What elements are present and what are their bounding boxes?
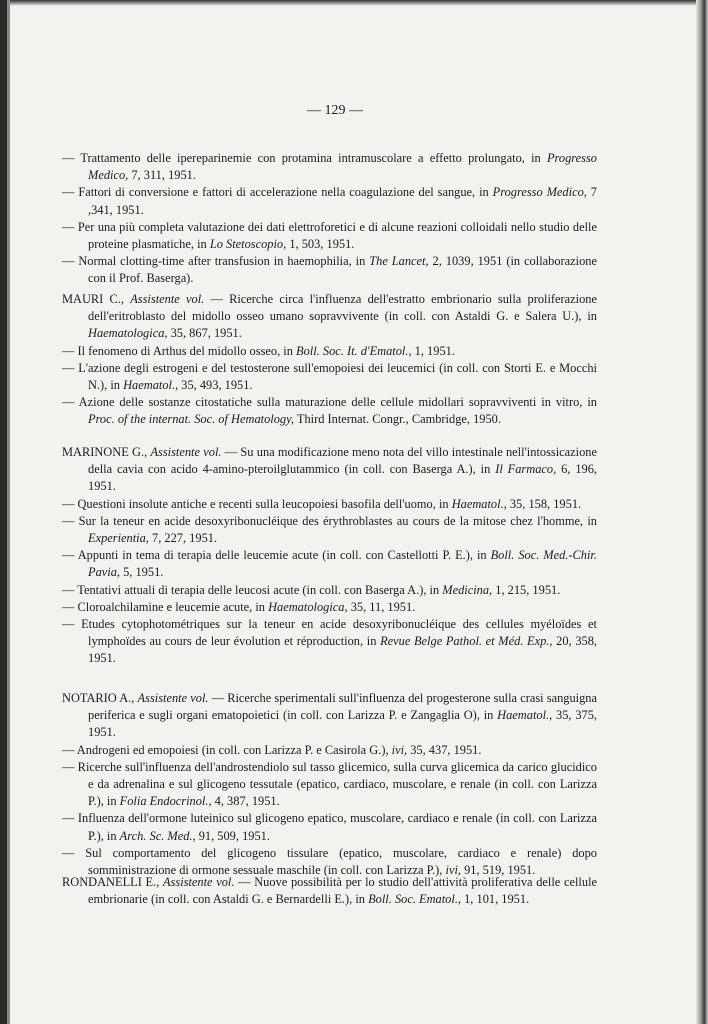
citation-source: Boll. Soc. Ematol.,: [368, 892, 462, 907]
entry-text: NOTARIO A.,: [62, 691, 138, 705]
entry-text: 7, 311, 1951.: [128, 168, 196, 183]
bibliography-entry: [62, 547, 597, 581]
citation-source: ivi,: [445, 863, 461, 878]
scan-top-edge: [0, 0, 708, 6]
entry-text: 1, 215, 1951.: [492, 582, 561, 597]
entry-text: RONDANELLI E.,: [62, 875, 163, 889]
citation-source: The Lancet,: [369, 254, 429, 269]
entry-text: — Nuove possibilità per lo studio dell'attività proliferativa delle cellule embrionarie (in coll. con Astaldi G. e Bernardelli E.), in: [88, 875, 598, 907]
bibliography-entry: [62, 690, 597, 742]
citation-source: Assistente vol.: [130, 292, 205, 306]
entry-text: — Per una più completa valutazione dei dati elettroforetici e di alcune reazioni colloidali nello studio delle proteine plasmatiche, in: [62, 219, 597, 252]
entry-text: 1, 1951.: [411, 343, 455, 358]
citation-source: Progresso Medico,: [88, 151, 597, 183]
bibliography-entry: [62, 582, 597, 599]
bibliography-group-mauri: [62, 291, 597, 429]
entry-text: 35, 375, 1951.: [88, 708, 598, 740]
citation-source: Boll. Soc. It. d'Ematol.,: [296, 343, 412, 358]
entry-text: — L'azione degli estrogeni e del testosterone sull'emopoiesi dei leucemici (in coll. con Storti E. e Mocchi N.), in: [62, 360, 597, 393]
entry-text: — Etudes cytophotométriques sur la teneur en acide desoxyribonucléique des cellules myéloïdes et lymphoïdes au cours de leur évolution et réproduction, in: [62, 617, 597, 649]
citation-source: Il Farmaco,: [495, 462, 557, 477]
citation-source: Progresso Medico,: [492, 185, 587, 200]
citation-source: Revue Belge Pathol. et Méd. Exp.,: [380, 634, 553, 649]
entry-text: — Appunti in tema di terapia delle leucemie acute (in coll. con Castellotti P. E.), in: [62, 548, 491, 563]
citation-source: Haematol.,: [451, 496, 507, 511]
bibliography-entry: [62, 810, 597, 844]
entry-text: — Ricerche circa l'influenza dell'estratto embrionario sulla proliferazione dell'eritroblasto del midollo osseo umano sopravvivente (in coll. con Astaldi G. e Salera U.), in: [88, 292, 597, 324]
entry-text: 7, 227, 1951.: [148, 531, 218, 546]
entry-text: — Azione delle sostanze citostatiche sulla maturazione delle cellule midollari sopravviventi in vitro, in: [62, 395, 597, 410]
citation-source: Haematol.,: [123, 378, 179, 393]
bibliography-entry: [62, 759, 597, 811]
citation-source: Lo Stetoscopio,: [209, 237, 287, 252]
bibliography-entry: [62, 150, 597, 184]
entry-text: — Questioni insolute antiche e recenti sulla leucopoiesi basofila dell'uomo, in: [62, 496, 452, 511]
citation-source: ivi,: [391, 742, 408, 757]
entry-text: 35, 158, 1951.: [506, 496, 582, 511]
entry-text: 4, 387, 1951.: [211, 794, 280, 809]
citation-source: Assistente vol.: [137, 691, 209, 705]
scan-right-edge: [696, 0, 708, 1024]
citation-source: Assistente vol.: [150, 445, 222, 459]
page-number: — 129 —: [307, 103, 363, 118]
entry-text: MARINONE G.,: [62, 445, 151, 459]
entry-text: 7 ,341, 1951.: [88, 185, 598, 217]
entry-text: 35, 493, 1951.: [178, 378, 253, 393]
citation-source: Assistente vol.: [162, 875, 235, 889]
entry-text: 6, 196, 1951.: [88, 462, 598, 494]
citation-source: Arch. Sc. Med.,: [119, 828, 196, 843]
bibliography-entry: [62, 496, 597, 513]
bibliography-entry: [62, 253, 597, 287]
entry-text: — Sul comportamento del glicogeno tissulare (epatico, muscolare, cardiaco e renale) dopo somministrazione di ormone sessuale maschile (in coll. con Larizza P.),: [62, 845, 597, 878]
bibliography-entry: [62, 599, 597, 616]
entry-text: 1, 503, 1951.: [286, 237, 355, 252]
entry-text: — Il fenomeno di Arthus del midollo osseo, in: [62, 343, 297, 358]
entry-text: — Su una modificazione meno nota del villo intestinale nell'intossicazione della cavia con acido 4-amino-pteroilglutammico (in coll. con Baserga A.), in: [88, 445, 597, 477]
citation-source: Folia Endocrinol.,: [119, 794, 212, 809]
entry-text: — Tentativi attuali di terapia delle leucosi acute (in coll. con Baserga A.), in: [62, 582, 443, 597]
entry-text: — Normal clotting-time after transfusion in haemophilia, in: [62, 254, 370, 269]
entry-text: — Trattamento delle ipereparinemie con protamina intramuscolare a effetto prolungato, in: [62, 151, 547, 165]
entry-text: 91, 509, 1951.: [195, 828, 270, 843]
bibliography-entry: [62, 874, 597, 908]
citation-source: Boll. Soc. Med.-Chir. Pavia,: [88, 548, 597, 580]
citation-source: Haematologica,: [268, 599, 348, 614]
entry-text: 5, 1951.: [120, 565, 164, 580]
bibliography-entry: [62, 219, 597, 253]
entry-text: — Fattori di conversione e fattori di accelerazione nella coagulazione del sangue, in: [62, 185, 493, 200]
citation-source: Experientia,: [88, 531, 149, 546]
entry-text: — Androgeni ed emopoiesi (in coll. con Larizza P. e Casirola G.),: [62, 742, 392, 757]
entry-text: 35, 437, 1951.: [407, 742, 482, 757]
bibliography-entry: [62, 394, 597, 428]
bibliography-entry: [62, 513, 597, 547]
entry-text: — Influenza dell'ormone luteinico sul glicogeno epatico, muscolare, cardiaco e renale (in coll. con Larizza P.), in: [62, 811, 597, 843]
bibliography-entry: [62, 360, 597, 394]
entry-text: 35, 11, 1951.: [347, 599, 416, 614]
bibliography-group-marinone: [62, 444, 597, 668]
citation-source: Haematol.,: [497, 708, 553, 723]
bibliography-entry: [62, 444, 597, 496]
entry-text: Third Internat. Congr., Cambridge, 1950.: [294, 412, 501, 427]
bibliography-entry: [62, 291, 597, 343]
entry-text: — Cloroalchilamine e leucemie acute, in: [62, 599, 269, 614]
bibliography-group-notario: [62, 690, 597, 879]
bibliography-entry: [62, 184, 597, 218]
scan-binding-edge: [0, 0, 7, 1024]
bibliography-entry: [62, 343, 597, 360]
entry-text: — Sur la teneur en acide desoxyribonucléique des érythroblastes au cours de la mitose chez l'homme, in: [62, 513, 597, 528]
bibliography-entry: [62, 616, 597, 668]
entry-text: 2, 1039, 1951 (in collaborazione con il Prof. Baserga).: [88, 254, 597, 286]
entry-text: 20, 358, 1951.: [88, 634, 597, 666]
entry-text: — Ricerche sperimentali sull'influenza del progesterone sulla crasi sanguigna periferica e sugli organi ematopoietici (in coll. con Larizza P. e Zangaglia O), in: [88, 691, 597, 723]
citation-source: Proc. of the internat. Soc. of Hematology,: [88, 412, 295, 427]
citation-source: Medicina,: [442, 582, 493, 597]
entry-text: — Ricerche sull'influenza dell'androstendiolo sul tasso glicemico, sulla curva glicemica da carico glucidico e da adrenalina e sul glicogeno tessutale (epatico, cardiaco, muscolare, e renale (in coll. con Larizza P.), in: [62, 759, 597, 809]
entry-text: 1, 101, 1951.: [461, 892, 530, 907]
citation-source: Haematologica,: [88, 326, 168, 341]
bibliography-group-continued: [62, 150, 597, 288]
bibliography-entry: [62, 742, 597, 759]
scan-binding-shadow: [7, 0, 10, 1024]
entry-text: 91, 519, 1951.: [461, 863, 536, 878]
entry-text: 35, 867, 1951.: [167, 326, 242, 341]
entry-text: MAURI C.,: [62, 292, 131, 306]
bibliography-group-rondanelli: [62, 874, 597, 908]
